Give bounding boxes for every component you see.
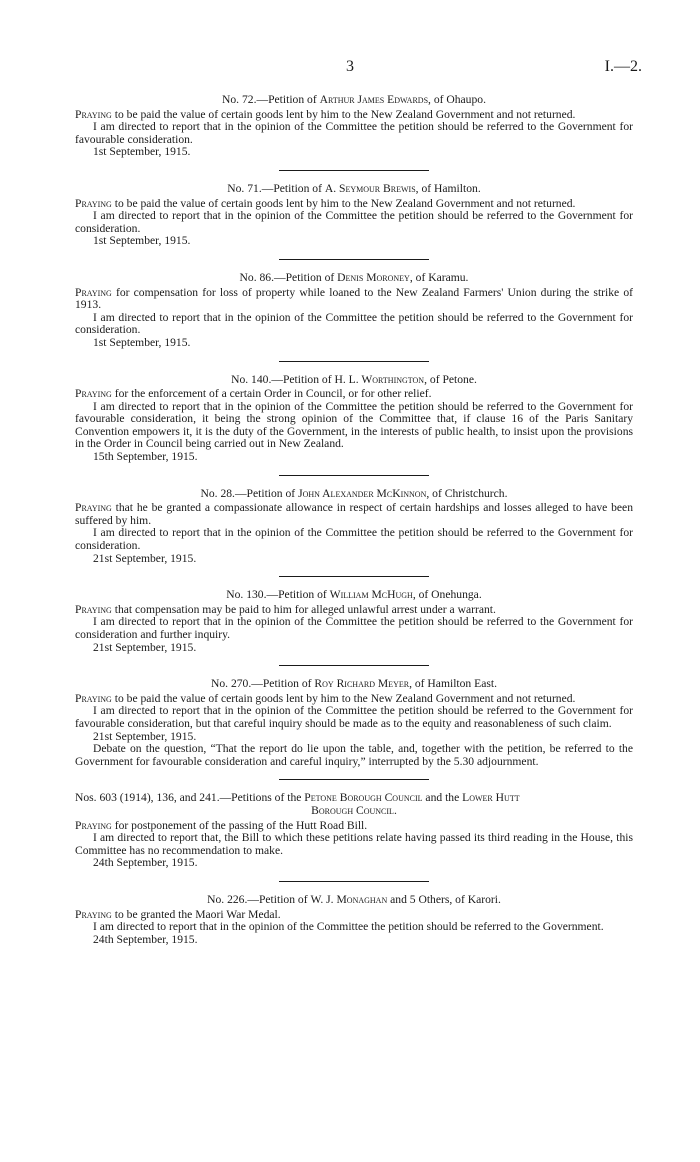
petition-entry	[75, 589, 633, 654]
petitioner-name: A. Seymour Brewis	[324, 181, 416, 195]
petition-number: No. 71.—Petition of	[227, 181, 325, 195]
petitioner-name: Roy Richard Meyer	[314, 677, 410, 691]
petitions-report	[75, 94, 633, 946]
committee-report: I am directed to report that in the opinion of the Committee the petition should be referred to the Government for consideration.	[75, 526, 633, 553]
petition-number: No. 270.—Petition of	[211, 677, 315, 691]
petition-number: No. 72.—Petition of	[222, 93, 320, 106]
petition-heading	[75, 488, 633, 501]
petition-number: No. 86.—Petition of	[239, 270, 338, 284]
report-date: 1st September, 1915.	[93, 335, 191, 349]
heading-end: .	[393, 803, 397, 817]
praying-label: Praying	[75, 907, 112, 921]
petition-heading	[75, 678, 633, 691]
prayer-body: that he be granted a compassionate allowance in respect of certain hardships and losses alleged to have been suffered by him.	[75, 501, 633, 527]
document-reference: I.—2.	[604, 58, 642, 75]
petition-heading	[75, 589, 633, 602]
section-divider	[279, 170, 429, 171]
prayer-text	[75, 388, 633, 401]
petitioner-name: Denis Moroney	[337, 270, 410, 284]
prayer-body: to be paid the value of certain goods lent by him to the New Zealand Government and not returned.	[111, 691, 576, 705]
section-divider	[279, 576, 429, 577]
report-date: 1st September, 1915.	[93, 234, 191, 248]
petition-entry	[75, 678, 633, 768]
report-date: 21st September, 1915.	[93, 729, 197, 743]
section-divider	[279, 665, 429, 666]
petition-number: No. 140.—Petition of	[231, 372, 335, 386]
petition-entry	[75, 894, 633, 946]
petition-entry	[75, 792, 633, 870]
petition-entry	[75, 374, 633, 464]
praying-label: Praying	[75, 387, 112, 401]
petition-heading	[75, 94, 633, 107]
committee-report: I am directed to report that in the opinion of the Committee the petition should be referred to the Government for favourable consideration, it being the strong opinion of the Committee that, if clause 16 of the Paris Sanitary Convention empowers it, it is the duty of the Government, in the interests of public health, to insist upon the provisions in the Order in Council being carried out in New Zealand.	[75, 399, 633, 451]
committee-report: I am directed to report that in the opinion of the Committee the petition should be referred to the Government for consideration.	[75, 310, 633, 337]
section-divider	[279, 779, 429, 780]
prayer-body: for the enforcement of a certain Order in Council, or for other relief.	[111, 387, 432, 401]
prayer-body: to be paid the value of certain goods lent by him to the New Zealand Government and not returned.	[111, 107, 576, 121]
report-date: 21st September, 1915.	[93, 640, 197, 654]
prayer-text	[75, 502, 633, 527]
petition-entry	[75, 183, 633, 248]
section-divider	[279, 881, 429, 882]
petitioner-name: John Alexander McKinnon	[298, 486, 427, 500]
petition-number: No. 226.—Petition of	[207, 892, 311, 906]
petitioner-location: , of Hamilton East.	[409, 677, 497, 691]
petitioner-name: W. J. Monaghan	[310, 892, 388, 906]
petitioner-name-continued: Borough Council	[311, 803, 394, 817]
prayer-body: to be granted the Maori War Medal.	[111, 907, 281, 921]
report-date: 21st September, 1915.	[93, 551, 197, 565]
petition-number: Nos. 603 (1914), 136, and 241.—Petitions of the	[75, 791, 305, 805]
petitioner-location: , of Hamilton.	[415, 181, 481, 195]
report-date: 1st September, 1915.	[93, 145, 191, 159]
prayer-body: for postponement of the passing of the Hutt Road Bill.	[111, 818, 368, 832]
section-divider	[279, 475, 429, 476]
praying-label: Praying	[75, 691, 112, 705]
petitioner-name: H. L. Worthington	[334, 372, 425, 386]
petition-heading	[75, 374, 633, 387]
petition-number: No. 28.—Petition of	[200, 486, 299, 500]
petition-heading	[75, 183, 633, 196]
committee-report: I am directed to report that in the opinion of the Committee the petition should be referred to the Government for consideration.	[75, 209, 633, 235]
petition-heading-continued	[75, 805, 633, 818]
debate-note: Debate on the question, “That the report do lie upon the table, and, together with the petition, be referred to the Government for favourable consideration and careful inquiry,” interrupted by the 5.30 adjournment.	[75, 742, 633, 768]
petition-heading	[75, 894, 633, 907]
petition-entry	[75, 488, 633, 566]
prayer-body: to be paid the value of certain goods lent by him to the New Zealand Government and not returned.	[111, 196, 576, 210]
petitioner-location: , of Onehunga.	[412, 588, 482, 602]
petitioner-location: , of Christchurch.	[426, 486, 508, 500]
section-divider	[279, 361, 429, 362]
committee-report: I am directed to report that in the opinion of the Committee the petition should be referred to the Government for favourable consideration.	[75, 120, 633, 146]
petitioner-location: , of Karamu.	[409, 270, 469, 284]
petition-number: No. 130.—Petition of	[226, 588, 330, 602]
petitioner-location: , of Petone.	[424, 372, 477, 386]
praying-label: Praying	[75, 196, 112, 210]
praying-label: Praying	[75, 501, 112, 515]
praying-label: Praying	[75, 285, 112, 299]
petitioner-location: and 5 Others, of Karori.	[387, 892, 501, 906]
committee-report: I am directed to report that in the opinion of the Committee the petition should be referred to the Government for consideration and further inquiry.	[75, 615, 633, 641]
praying-label: Praying	[75, 818, 112, 832]
prayer-body: that compensation may be paid to him for alleged unlawful arrest under a warrant.	[111, 602, 496, 616]
committee-report: I am directed to report that in the opinion of the Committee the petition should be referred to the Government.	[93, 920, 604, 934]
heading-conjunction: and the	[422, 791, 463, 805]
petitioner-name: William McHugh	[329, 588, 413, 602]
petitioner-name: Petone Borough Council	[304, 791, 423, 805]
prayer-text	[75, 287, 633, 312]
committee-report: I am directed to report that in the opinion of the Committee the petition should be referred to the Government for favourable consideration, but that careful inquiry should be made as to the equity and reasonableness of such claim.	[75, 704, 633, 730]
petition-entry	[75, 272, 633, 350]
section-divider	[279, 259, 429, 260]
page-number: 3	[346, 58, 354, 75]
petitioner-name-second: Lower Hutt	[462, 791, 520, 805]
petition-entry	[75, 94, 633, 159]
report-date: 15th September, 1915.	[93, 450, 198, 464]
petitioner-location: , of Ohaupo.	[428, 93, 486, 106]
committee-report: I am directed to report that, the Bill to which these petitions relate having passed its third reading in the House, this Committee has no recommendation to make.	[75, 831, 633, 857]
report-date: 24th September, 1915.	[93, 932, 198, 946]
petitioner-name: Arthur James Edwards	[319, 93, 429, 106]
praying-label: Praying	[75, 602, 112, 616]
prayer-body: for compensation for loss of property while loaned to the New Zealand Farmers' Union during the strike of 1913.	[75, 285, 633, 312]
petition-heading	[75, 272, 633, 285]
praying-label: Praying	[75, 107, 112, 121]
report-date: 24th September, 1915.	[93, 856, 198, 870]
